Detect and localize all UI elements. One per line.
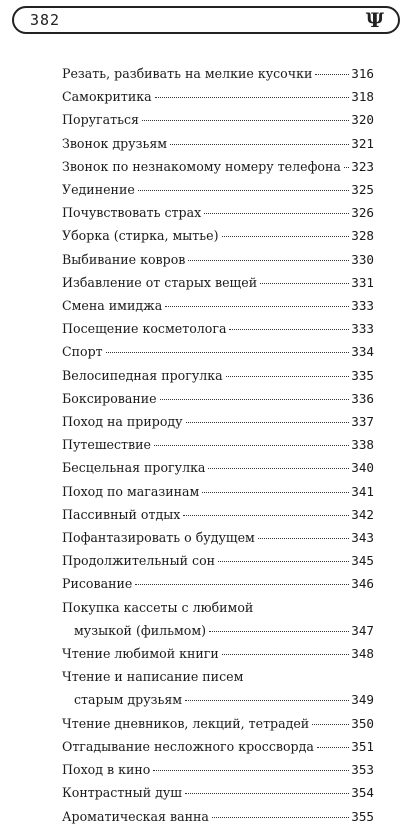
toc-entry-title: Боксирование	[62, 390, 157, 406]
toc-page-number: 336	[351, 390, 374, 406]
toc-entry-line	[62, 340, 374, 363]
toc-entry	[62, 294, 374, 317]
dot-leader	[106, 352, 350, 353]
toc-page-number: 318	[351, 89, 374, 105]
dot-leader	[170, 144, 349, 145]
toc-entry-title: Посещение косметолога	[62, 321, 227, 337]
page-number: 382	[30, 11, 61, 29]
toc-page-number: 325	[351, 182, 374, 198]
toc-entry-line	[62, 364, 374, 387]
dot-leader	[165, 306, 349, 307]
toc-entry-title: Резать, разбивать на мелкие кусочки	[62, 66, 313, 81]
toc-entry-line	[62, 503, 374, 526]
toc-entry-line	[62, 665, 374, 688]
dot-leader	[135, 584, 349, 585]
toc-entry-line	[62, 201, 374, 224]
toc-entry	[62, 108, 374, 131]
toc-entry-title: Рисование	[62, 576, 133, 592]
toc-entry	[62, 271, 374, 294]
toc-entry-title: Звонок по незнакомому номеру телефона	[62, 158, 341, 174]
toc-page-number: 333	[351, 321, 374, 337]
toc-entry	[62, 433, 374, 456]
toc-entry-title: Покупка кассеты с любимой	[62, 599, 254, 615]
toc-entry-line	[62, 758, 374, 781]
toc-entry	[62, 62, 374, 85]
dot-leader	[153, 770, 349, 771]
toc-entry	[62, 132, 374, 155]
dot-leader	[183, 515, 349, 516]
toc-entry	[62, 665, 374, 711]
toc-entry-line	[62, 155, 374, 178]
toc-page-number: 321	[351, 135, 374, 151]
toc-page-number: 355	[351, 808, 374, 824]
toc-entry-title: Поход в кино	[62, 762, 151, 778]
toc-page-number: 342	[351, 506, 374, 522]
dot-leader	[204, 213, 349, 214]
dot-leader	[202, 492, 349, 493]
toc-entry	[62, 387, 374, 410]
toc-page-number: 351	[351, 738, 374, 754]
dot-leader	[185, 793, 349, 794]
toc-page-number: 345	[351, 553, 374, 569]
toc-page-number: 350	[351, 715, 374, 731]
toc-entry-line	[62, 549, 374, 572]
dot-leader	[222, 654, 349, 655]
toc-entry	[62, 248, 374, 271]
toc-entry-line	[62, 526, 374, 549]
toc-entry-title: Продолжительный сон	[62, 553, 216, 569]
dot-leader	[212, 817, 349, 818]
toc-page-number: 353	[351, 762, 374, 778]
toc-entry	[62, 549, 374, 572]
toc-entry-line	[62, 294, 374, 317]
dot-leader	[188, 260, 349, 261]
toc-entry	[62, 526, 374, 549]
toc-page-number: 328	[351, 228, 374, 244]
toc-page-number: 343	[351, 530, 374, 546]
toc-entry-line	[62, 433, 374, 456]
toc-entry-line	[62, 781, 374, 804]
toc-entry	[62, 178, 374, 201]
toc-page-number: 330	[351, 251, 374, 267]
dot-leader	[160, 399, 350, 400]
toc-entry-line	[62, 688, 374, 711]
toc-entry-title: музыкой (фильмом)	[74, 622, 207, 638]
toc-page-number: 349	[351, 692, 374, 708]
toc-entry	[62, 155, 374, 178]
toc-entry	[62, 735, 374, 758]
dot-leader	[154, 445, 349, 446]
toc-entry-line	[62, 572, 374, 595]
toc-entry-title: Почувствовать страх	[62, 205, 202, 221]
toc-entry	[62, 201, 374, 224]
toc-entry	[62, 340, 374, 363]
toc-entry-line	[62, 805, 374, 828]
toc-page-number: 323	[351, 158, 374, 174]
toc-entry	[62, 85, 374, 108]
toc-entry-line	[62, 456, 374, 479]
toc-entry	[62, 456, 374, 479]
toc-page-number: 334	[351, 344, 374, 360]
toc-entry-title: Пофантазировать о будущем	[62, 530, 255, 546]
toc-entry	[62, 503, 374, 526]
toc-page-number: 316	[351, 66, 374, 81]
toc-entry	[62, 224, 374, 247]
toc-entry-title: Избавление от старых вещей	[62, 274, 258, 290]
toc-entry-line	[62, 108, 374, 131]
toc-page-number: 340	[351, 460, 374, 476]
dot-leader	[208, 468, 349, 469]
toc-entry-line	[62, 596, 374, 619]
toc-entry-line	[62, 178, 374, 201]
toc-entry-line	[62, 248, 374, 271]
dot-leader	[312, 724, 349, 725]
toc-page-number: 347	[351, 622, 374, 638]
toc-entry-title: Путешествие	[62, 437, 151, 453]
page-header	[12, 6, 400, 34]
toc-page-number: 338	[351, 437, 374, 453]
toc-entry-title: Уединение	[62, 182, 135, 198]
toc-entry-title: Контрастный душ	[62, 785, 182, 801]
toc-entry	[62, 572, 374, 595]
toc-entry-title: Чтение дневников, лекций, тетрадей	[62, 715, 310, 731]
toc-entry-title: Поход по магазинам	[62, 483, 200, 499]
toc-entry-line	[62, 642, 374, 665]
dot-leader	[186, 422, 350, 423]
toc-page-number: 331	[351, 274, 374, 290]
toc-entry-line	[62, 387, 374, 410]
dot-leader	[218, 561, 349, 562]
toc-entry-title: Чтение и написание писем	[62, 669, 244, 685]
toc-entry-title: Звонок друзьям	[62, 135, 168, 151]
toc-page-number: 346	[351, 576, 374, 592]
toc-entry-title: Ароматическая ванна	[62, 808, 209, 824]
toc-entry	[62, 805, 374, 828]
table-of-contents	[62, 62, 374, 828]
toc-entry	[62, 480, 374, 503]
toc-page-number: 337	[351, 414, 374, 430]
toc-entry-title: Смена имиджа	[62, 298, 163, 314]
toc-page-number: 326	[351, 205, 374, 221]
toc-entry-title: Бесцельная прогулка	[62, 460, 206, 476]
toc-entry-title: Поругаться	[62, 112, 139, 128]
dot-leader	[222, 236, 350, 237]
toc-page-number: 320	[351, 112, 374, 128]
dot-leader	[229, 329, 349, 330]
dot-leader	[226, 376, 350, 377]
dot-leader	[142, 120, 349, 121]
toc-entry-title: Велосипедная прогулка	[62, 367, 223, 383]
toc-entry	[62, 317, 374, 340]
dot-leader	[138, 190, 349, 191]
toc-entry	[62, 364, 374, 387]
toc-page-number: 341	[351, 483, 374, 499]
toc-entry-line	[62, 62, 374, 85]
toc-entry-line	[62, 132, 374, 155]
toc-entry-line	[62, 735, 374, 758]
dot-leader	[344, 167, 349, 168]
toc-page-number: 354	[351, 785, 374, 801]
toc-entry	[62, 410, 374, 433]
toc-entry-line	[62, 317, 374, 340]
toc-entry-line	[62, 480, 374, 503]
toc-entry	[62, 642, 374, 665]
toc-entry-line	[62, 85, 374, 108]
toc-entry-title: Выбивание ковров	[62, 251, 186, 267]
toc-entry-line	[62, 712, 374, 735]
toc-page-number: 333	[351, 298, 374, 314]
toc-entry	[62, 758, 374, 781]
psi-icon: Ψ	[365, 8, 384, 32]
toc-entry-title: Чтение любимой книги	[62, 646, 219, 662]
dot-leader	[315, 74, 349, 75]
toc-entry-title: Поход на природу	[62, 414, 183, 430]
toc-entry-line	[62, 224, 374, 247]
toc-entry-title: старым друзьям	[74, 692, 183, 708]
toc-page-number: 335	[351, 367, 374, 383]
toc-entry-line	[62, 271, 374, 294]
toc-entry	[62, 712, 374, 735]
toc-entry-title: Пассивный отдых	[62, 506, 181, 522]
dot-leader	[260, 283, 349, 284]
toc-entry-line	[62, 410, 374, 433]
dot-leader	[258, 538, 349, 539]
toc-entry-title: Самокритика	[62, 89, 152, 105]
toc-entry-title: Спорт	[62, 344, 103, 360]
toc-entry	[62, 596, 374, 642]
toc-entry-title: Уборка (стирка, мытье)	[62, 228, 219, 244]
toc-entry-line	[62, 619, 374, 642]
toc-entry-title: Отгадывание несложного кроссворда	[62, 738, 314, 754]
dot-leader	[185, 700, 349, 701]
toc-page-number: 348	[351, 646, 374, 662]
dot-leader	[209, 631, 349, 632]
dot-leader	[155, 97, 350, 98]
toc-entry	[62, 781, 374, 804]
dot-leader	[317, 747, 349, 748]
